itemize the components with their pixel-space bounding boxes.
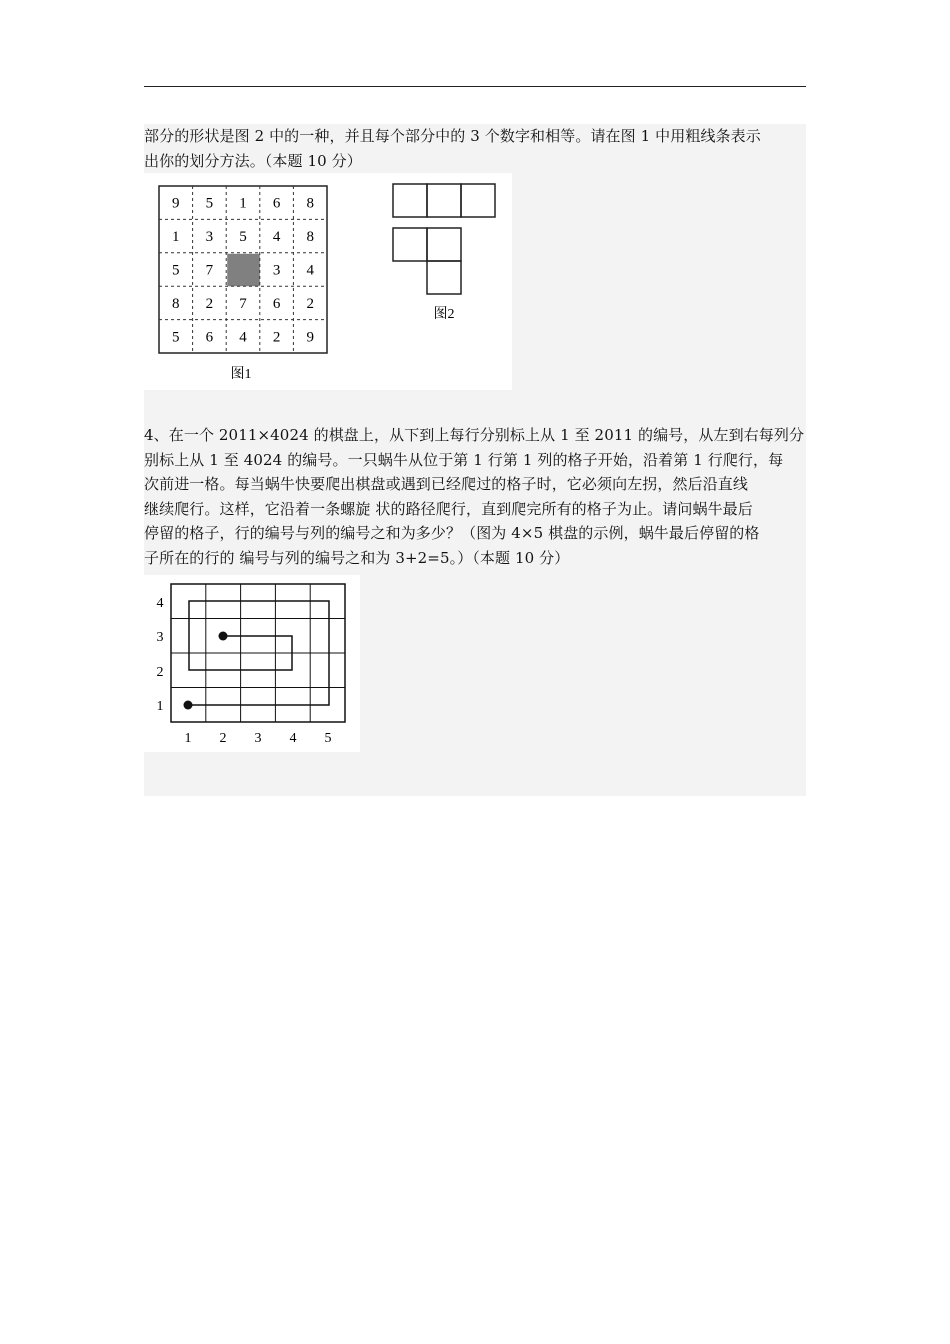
straight-piece-cell [393,184,427,217]
row-labels [157,596,164,714]
grid-number: 1 [172,229,180,246]
column-labels [185,731,332,746]
figure3-panel [144,575,360,752]
grid-number: 4 [272,229,281,246]
column-label: 2 [219,731,227,746]
row-label: 4 [156,596,164,611]
grid-number: 8 [306,229,314,246]
straight-piece-cell [461,184,495,217]
grid-number: 5 [205,195,214,212]
problem3-text [144,124,808,173]
figure1-caption: 图1 [230,367,252,382]
grid-number: 7 [205,262,214,279]
grid-number: 6 [272,295,281,312]
row-label: 3 [156,630,164,645]
grid-number: 8 [306,195,314,212]
problem4-text [144,423,808,570]
row-label: 2 [156,665,164,680]
grid-number: 2 [306,295,314,312]
l-piece-cell [427,228,461,261]
straight-piece-cell [427,184,461,217]
header-rule [144,86,806,87]
l-piece-cell [393,228,427,261]
grid-number: 9 [306,329,314,346]
figure2-shapes [393,184,495,294]
row-label: 1 [156,699,164,714]
column-label: 4 [289,731,297,746]
grid-number: 5 [172,329,180,346]
figure3-svg [144,575,360,752]
text-line: 继续爬行。这样，它沿着一条螺旋 状的路径爬行，直到爬完所有的格子为止。请问蜗牛最后 [144,499,753,518]
text-line: 子所在的行的 编号与列的编号之和为 3+2=5。）（本题 10 分） [144,548,570,567]
grid-number: 2 [205,295,214,312]
grid-number: 4 [306,262,314,279]
grid-number: 3 [205,229,214,246]
column-label: 5 [324,731,332,746]
text-line: 部分的形状是图 2 中的一种，并且每个部分中的 3 个数字和相等。请在图 1 中用粗线条表示 [144,127,761,145]
grid-number: 3 [272,262,281,279]
figure-1-2-panel [144,173,512,390]
grid-number: 5 [172,262,180,279]
shaded-cell [227,254,260,286]
text-line: 停留的格子，行的编号与列的编号之和为多少？（图为 4×5 棋盘的示例，蜗牛最后停留的格 [144,524,760,542]
text-line: 出你的划分方法。（本题 10 分） [144,151,362,170]
grid-number: 7 [239,295,247,312]
text-line: 别标上从 1 至 4024 的编号。一只蜗牛从位于第 1 行第 1 列的格子开始，沿着第 1 行爬行，每 [144,450,784,469]
figure2-caption: 图2 [433,307,455,322]
grid-number: 4 [239,329,247,346]
l-piece-cell [427,261,461,294]
end-dot [219,632,228,641]
grid-number: 8 [172,295,180,312]
column-label: 1 [184,731,192,746]
grid-number: 1 [239,195,247,212]
grid-number: 5 [239,229,247,246]
grid-number: 6 [272,195,281,212]
column-label: 3 [254,731,262,746]
start-dot [184,701,193,710]
figure1-grid [159,186,327,353]
figure-1-2-svg [144,173,512,390]
grid-number: 9 [172,195,180,212]
text-line: 4、在一个 2011×4024 的棋盘上，从下到上每行分别标上从 1 至 2011 的编号，从左到右每列分 [144,426,805,444]
grid-number: 2 [272,329,281,346]
text-line: 次前进一格。每当蜗牛快要爬出棋盘或遇到已经爬过的格子时，它必须向左拐，然后沿直线 [144,475,749,493]
grid-number: 6 [205,329,214,346]
spiral-board-grid [171,584,345,722]
